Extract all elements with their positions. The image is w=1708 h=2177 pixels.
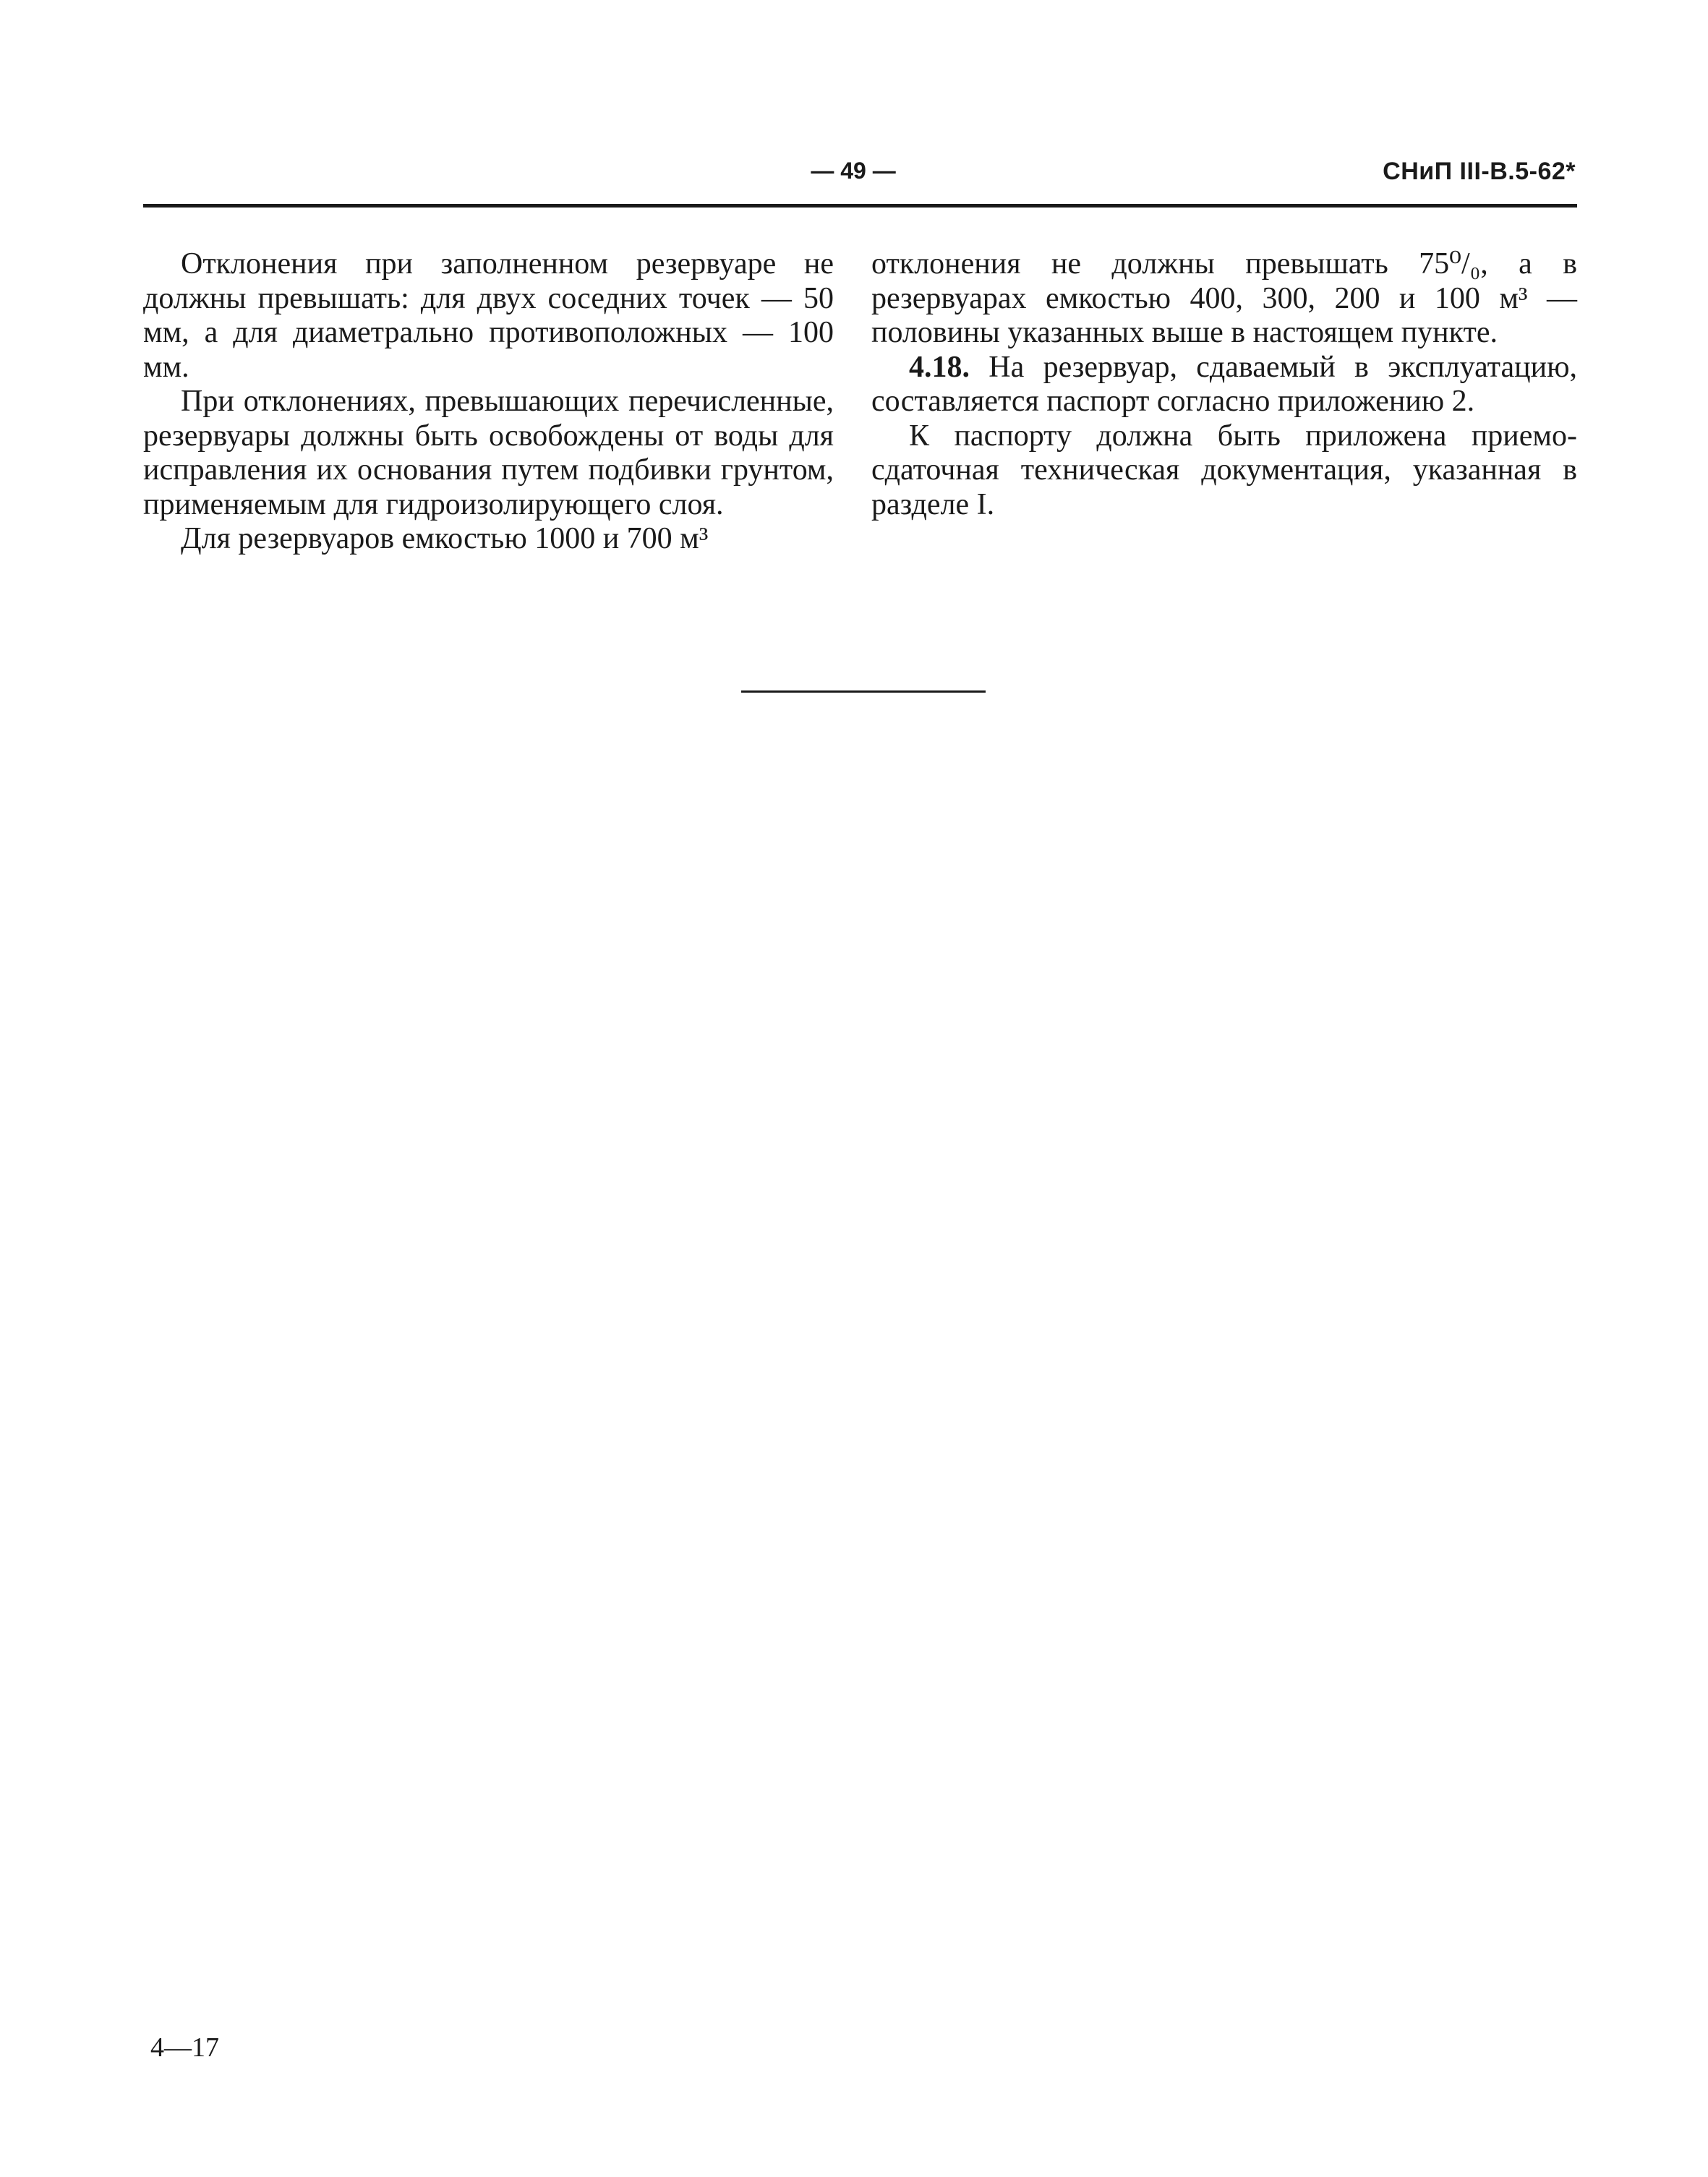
paragraph-exceeding: При отклонениях, превышающих перечисленные, резервуары должны быть освобождены от воды для исправления их основания путем подбивки грунтом, применяемым для гидроизолирующего слоя.	[143, 385, 834, 521]
page-number: — 49 —	[811, 158, 896, 184]
paragraph-deviations: Отклонения при заполненном резервуаре не должны превышать: для двух соседних точек — 50 мм, а для диаметрально противоположных — 100 мм.	[143, 247, 834, 384]
clause-text: На резервуар, сдаваемый в эксплуатацию, составляется паспорт согласно приложению 2.	[871, 350, 1577, 418]
paragraph-continuation: отклонения не должны превышать 75⁰/₀, а в резервуарах емкостью 400, 300, 200 и 100 м³ — половины указанных выше в настоящем пункте.	[871, 247, 1577, 349]
section-end-rule	[741, 690, 986, 693]
paragraph-capacity: Для резервуаров емкостью 1000 и 700 м³	[181, 522, 709, 555]
document-code: СНиП III-В.5-62*	[1383, 158, 1576, 185]
printer-signature: 4—17	[150, 2032, 219, 2063]
left-column	[143, 247, 834, 557]
header-rule	[143, 204, 1577, 208]
right-column	[871, 247, 1577, 522]
paragraph-passport: К паспорту должна быть приложена приемо-сдаточная техническая документация, указанная в разделе I.	[871, 419, 1577, 521]
clause-number: 4.18.	[909, 350, 970, 384]
paragraph-4-18	[871, 351, 1577, 419]
